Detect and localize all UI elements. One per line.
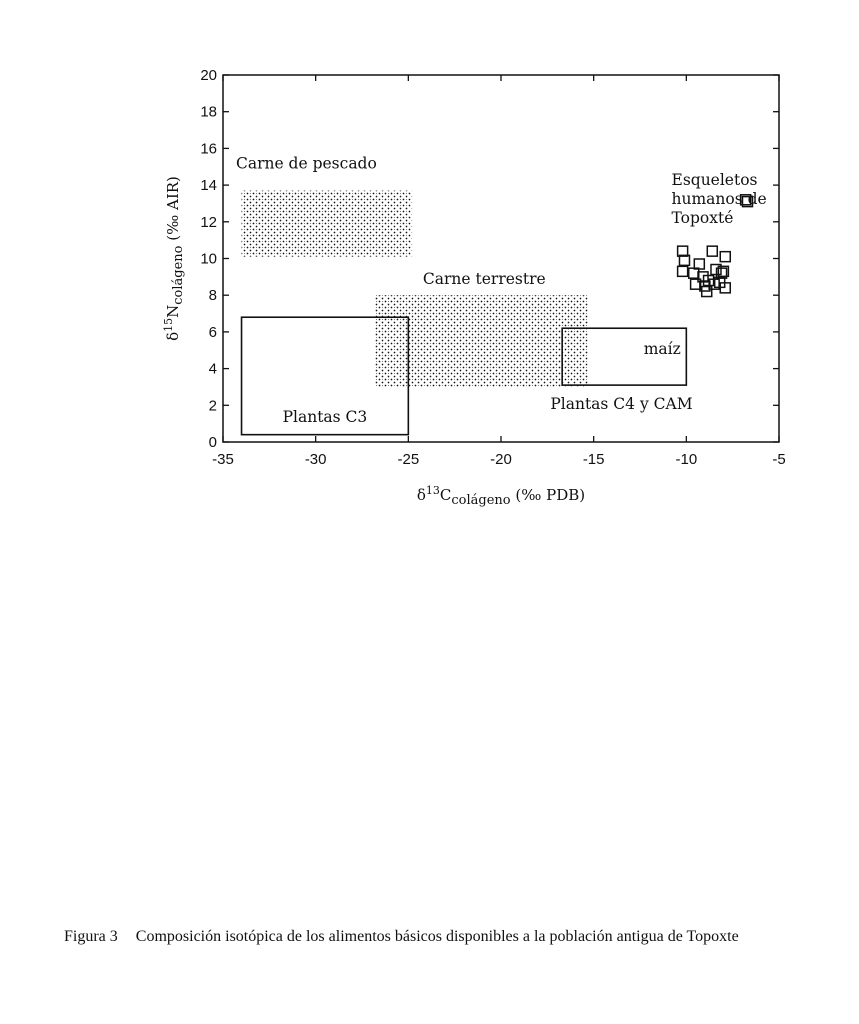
y-tick-label: 16 [200, 140, 217, 158]
region-label-carne-de-pescado: Carne de pescado [235, 154, 377, 173]
y-tick-label: 8 [208, 287, 217, 305]
y-tick-label: 2 [208, 397, 217, 415]
x-tick-label: -20 [490, 451, 512, 468]
region-label-carne-terrestre: Carne terrestre [422, 270, 546, 289]
annotation-human-skeletons: Esqueletos humanos de Topoxté [671, 171, 767, 228]
caption-text: Composición isotópica de los alimentos básicos disponibles a la población antigua de Topoxte [135, 928, 739, 945]
data-point [720, 252, 730, 262]
y-tick-label: 6 [208, 323, 217, 341]
x-tick-label: -30 [304, 451, 327, 468]
x-tick-label: -10 [675, 451, 698, 468]
y-tick-label: 4 [208, 360, 217, 378]
y-tick-label: 0 [208, 434, 217, 451]
data-point [678, 266, 688, 276]
figure-caption [64, 928, 844, 946]
x-tick-label: -35 [212, 451, 234, 468]
region-carne-terrestre [375, 295, 588, 387]
y-tick-label: 18 [200, 103, 217, 121]
y-axis-title: $\delta^{15}Ncolágeno$ (‰ AIR) [162, 176, 186, 341]
data-point [707, 246, 717, 256]
region-carne-de-pescado [242, 191, 413, 257]
annotation-maiz: maíz [643, 339, 681, 358]
caption-number: Figura 3 [64, 928, 118, 945]
region-label-plantas-c4-y-cam: Plantas C4 y CAM [550, 394, 693, 413]
y-tick-label: 10 [200, 250, 217, 268]
x-tick-label: -25 [397, 451, 420, 468]
region-label-plantas-c3: Plantas C3 [282, 407, 368, 426]
x-tick-label: -5 [772, 451, 786, 468]
y-tick-label: 14 [200, 177, 217, 195]
x-tick-label: -15 [582, 451, 605, 468]
data-point [691, 279, 701, 289]
y-tick-label: 20 [200, 67, 217, 84]
y-tick-label: 12 [200, 213, 217, 231]
x-axis-title: $\delta^{13}Ccolágeno$ (‰ PDB) [416, 484, 586, 508]
